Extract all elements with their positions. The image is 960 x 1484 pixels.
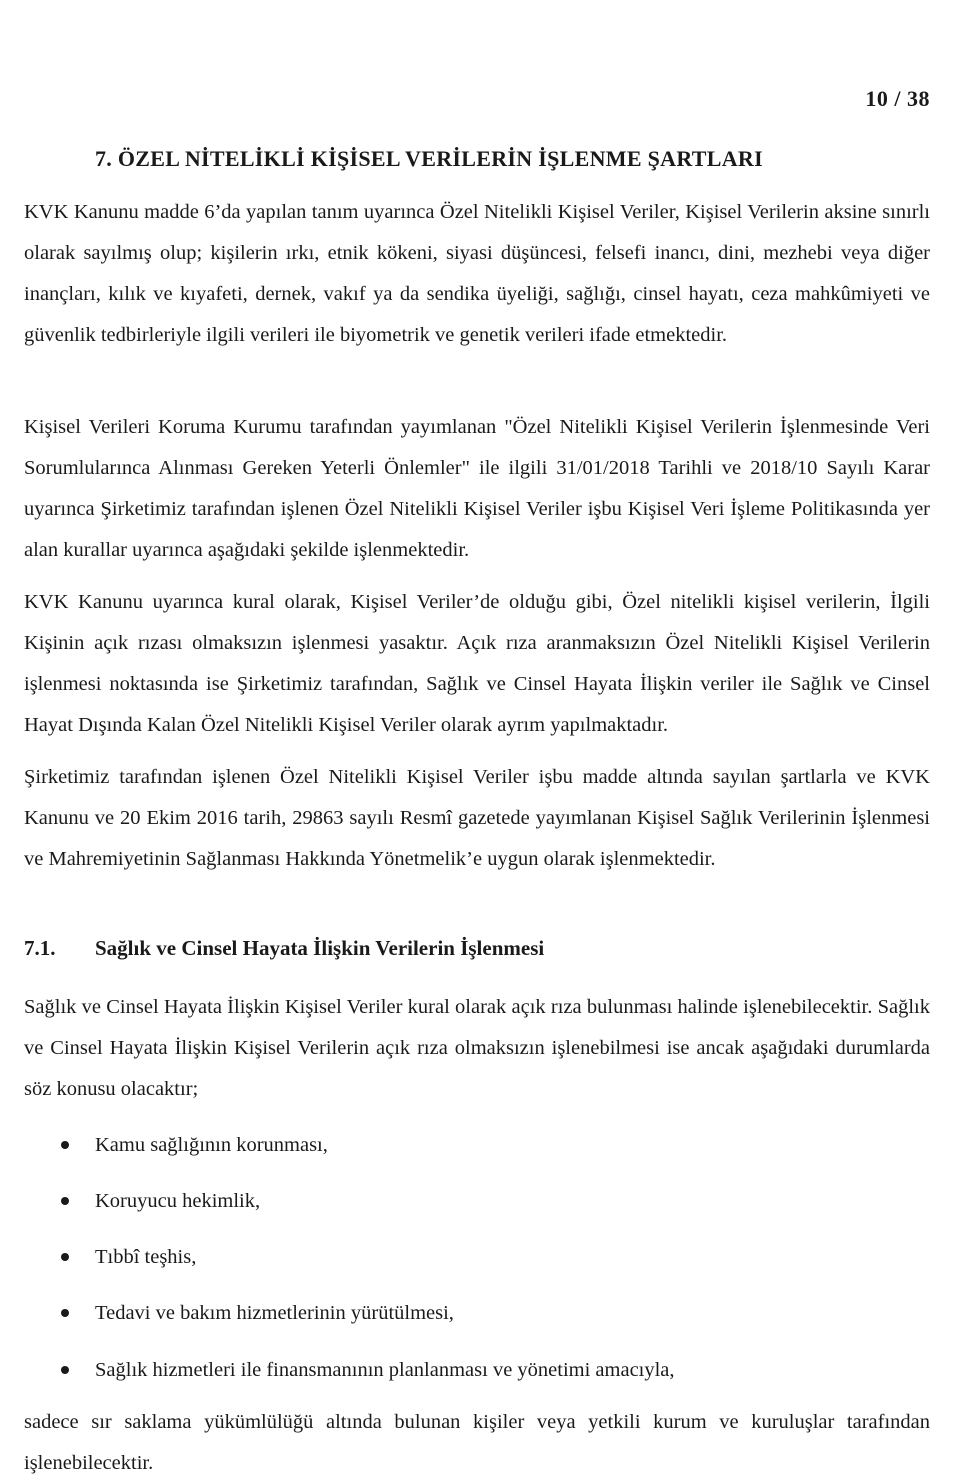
bullet-icon: [61, 1366, 69, 1374]
paragraph-regulation: Şirketimiz tarafından işlenen Özel Nitelikli Kişisel Veriler işbu madde altında sayılan şartlarla ve KVK Kanunu ve 20 Ekim 2016 tarih, 29863 sayılı Resmî gazetede yayımlanan Kişisel Sağlık Verilerinin İşlenmesi ve Mahremiyetinin Sağlanması Hakkında Yönetmelik’e uygun olarak işlenmektedir.: [24, 766, 930, 870]
paragraph-health-intro: Sağlık ve Cinsel Hayata İlişkin Kişisel Veriler kural olarak açık rıza bulunması halinde işlenebilecektir. Sağlık ve Cinsel Hayata İlişkin Kişisel Verilerin açık rıza olmaksızın işlenebilmesi ise ancak aşağıdaki durumlarda söz konusu olacaktır;: [24, 996, 930, 1100]
list-item-text: Koruyucu hekimlik,: [95, 1190, 261, 1212]
paragraph-special-data-definition: KVK Kanunu madde 6’da yapılan tanım uyarınca Özel Nitelikli Kişisel Veriler, Kişisel Verilerin aksine sınırlı olarak sayılmış olup; kişilerin ırkı, etnik kökeni, siyasi düşüncesi, felsefi inancı, dini, mezhebi veya diğer inançları, kılık ve kıyafeti, dernek, vakıf ya da sendika üyeliği, sağlığı, cinsel hayatı, ceza mahkûmiyeti ve güvenlik tedbirleriyle ilgili verileri ile biyometrik ve genetik verileri ifade etmektedir.: [24, 201, 930, 346]
subsection-title: Sağlık ve Cinsel Hayata İlişkin Verilerin İşlenmesi: [95, 936, 545, 960]
paragraph-board-decision: Kişisel Verileri Koruma Kurumu tarafından yayımlanan "Özel Nitelikli Kişisel Verilerin İşlenmesinde Veri Sorumlularınca Alınması Gereken Yeterli Önlemler" ile ilgili 31/01/2018 Tarihli ve 2018/10 Sayılı Karar uyarınca Şirketimiz tarafından işlenen Özel Nitelikli Kişisel Veriler işbu Kişisel Veri İşleme Politikasında yer alan kurallar uyarınca aşağıdaki şekilde işlenmektedir.: [24, 416, 930, 561]
list-item-text: Tıbbî teşhis,: [95, 1246, 197, 1268]
list-item-text: Kamu sağlığının korunması,: [95, 1134, 328, 1156]
list-item-text: Sağlık hizmetleri ile finansmanının planlanması ve yönetimi amacıyla,: [95, 1359, 675, 1381]
paragraph-closing: sadece sır saklama yükümlülüğü altında bulunan kişiler veya yetkili kurum ve kuruluşlar tarafından işlenebilecektir.: [24, 1411, 930, 1474]
bullet-icon: [61, 1197, 69, 1205]
subsection-heading: [24, 936, 544, 961]
page-number: 10 / 38: [865, 86, 930, 111]
section-heading: 7. ÖZEL NİTELİKLİ KİŞİSEL VERİLERİN İŞLENME ŞARTLARI: [95, 146, 763, 171]
list-item-text: Tedavi ve bakım hizmetlerinin yürütülmesi,: [95, 1302, 454, 1324]
bullet-icon: [61, 1309, 69, 1317]
subsection-number: 7.1.: [24, 936, 56, 960]
paragraph-consent-rule: KVK Kanunu uyarınca kural olarak, Kişisel Veriler’de olduğu gibi, Özel nitelikli kişisel verilerin, İlgili Kişinin açık rızası olmaksızın işlenmesi yasaktır. Açık rıza aranmaksızın Özel Nitelikli Kişisel Verilerin işlenmesi noktasında ise Şirketimiz tarafından, Sağlık ve Cinsel Hayata İlişkin veriler ile Sağlık ve Cinsel Hayat Dışında Kalan Özel Nitelikli Kişisel Veriler olarak ayrım yapılmaktadır.: [24, 591, 930, 736]
bullet-icon: [61, 1141, 69, 1149]
bullet-icon: [61, 1253, 69, 1261]
